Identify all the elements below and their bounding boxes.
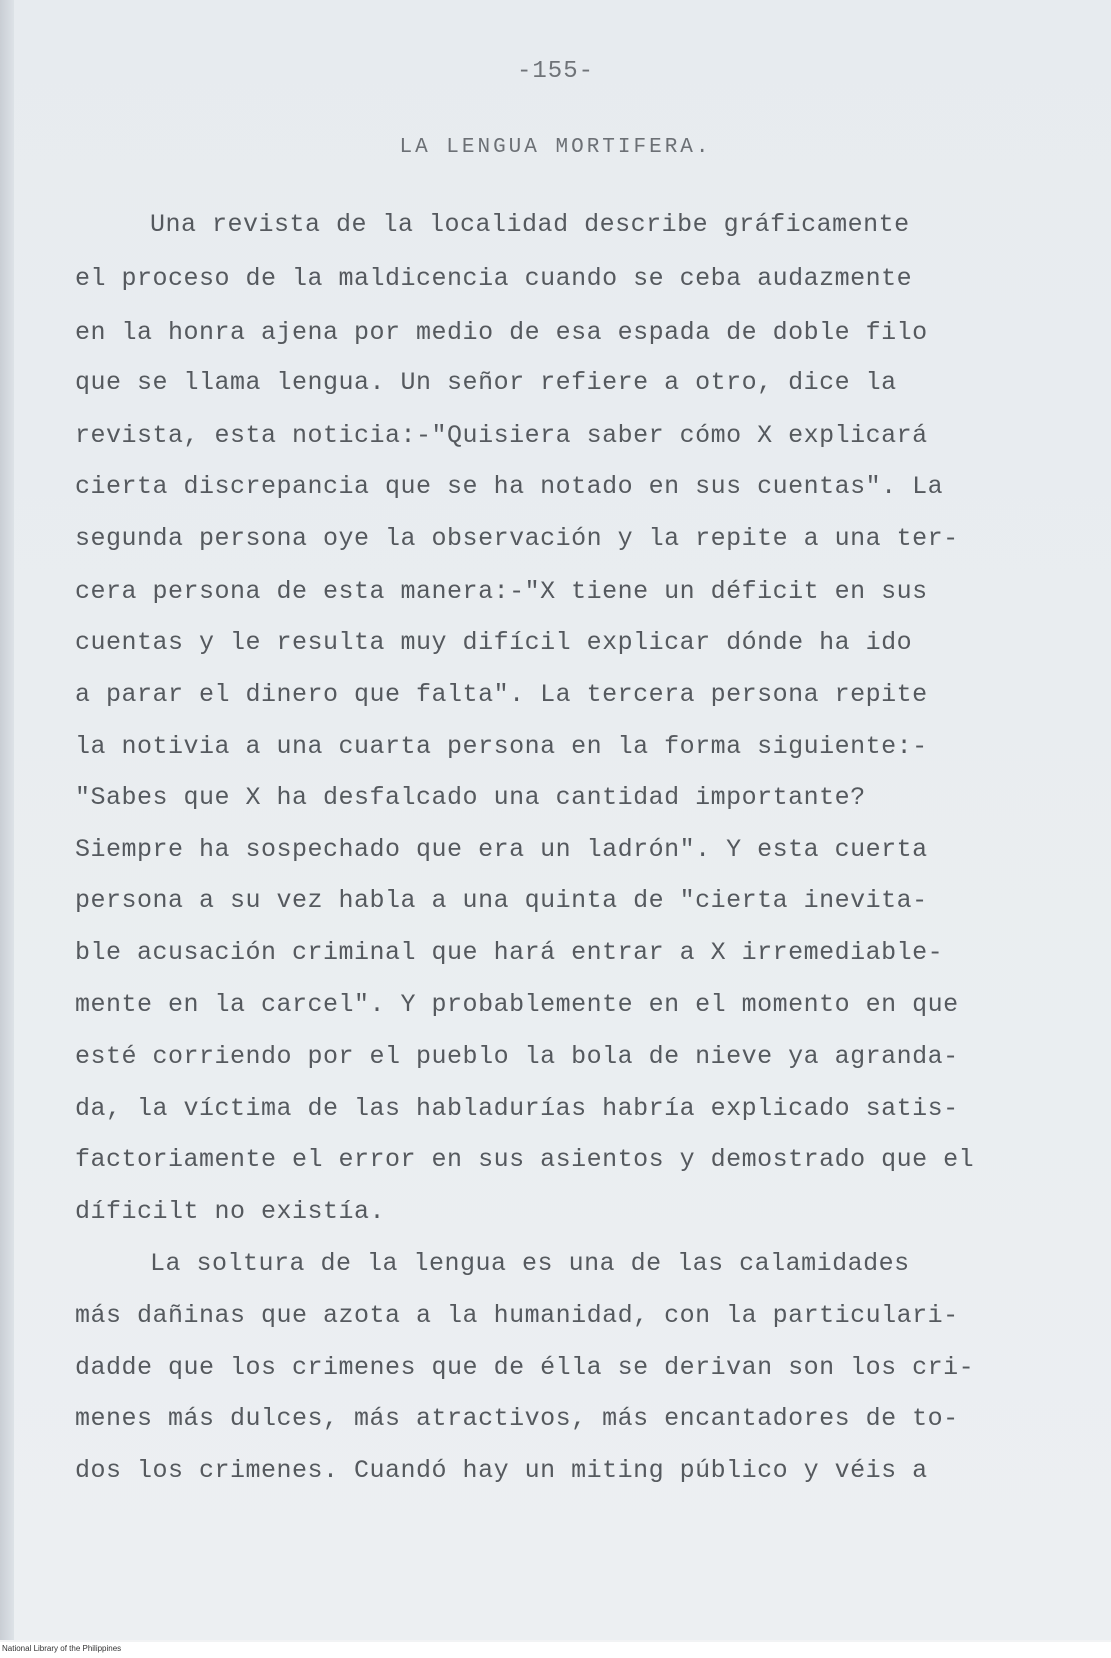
text-line: esté corriendo por el pueblo la bola de nieve ya agranda-	[75, 1042, 959, 1071]
text-line: a parar el dinero que falta". La tercera persona repite	[75, 680, 928, 709]
footer-credit: National Library of the Philippines	[2, 1644, 122, 1653]
text-line: La soltura de la lengua es una de las calamidades	[150, 1249, 910, 1278]
page-number: -155-	[516, 58, 594, 85]
text-line: que se llama lengua. Un señor refiere a otro, dice la	[75, 368, 897, 397]
text-line: la notivia a una cuarta persona en la forma siguiente:-	[75, 732, 928, 761]
text-line: cierta discrepancia que se ha notado en sus cuentas". La	[75, 472, 944, 501]
text-line: en la honra ajena por medio de esa espada de doble filo	[75, 318, 928, 347]
text-line: menes más dulces, más atractivos, más encantadores de to-	[75, 1404, 959, 1433]
text-line: dos los crimenes. Cuandó hay un miting público y véis a	[75, 1456, 928, 1485]
text-line: Siempre ha sospechado que era un ladrón". Y esta cuerta	[75, 835, 928, 864]
text-line: mente en la carcel". Y probablemente en el momento en que	[75, 990, 959, 1019]
text-line: revista, esta noticia:-"Quisiera saber cómo X explicará	[75, 421, 928, 450]
text-line: dadde que los crimenes que de élla se derivan son los cri-	[75, 1353, 975, 1382]
text-line: cuentas y le resulta muy difícil explicar dónde ha ido	[75, 628, 913, 657]
text-line: más dañinas que azota a la humanidad, con la particulari-	[75, 1301, 959, 1330]
footer-bar	[0, 1642, 1111, 1658]
text-line: persona a su vez habla a una quinta de "cierta inevita-	[75, 886, 928, 915]
page-edge-shadow	[0, 0, 14, 1640]
text-line: factoriamente el error en sus asientos y demostrado que el	[75, 1145, 975, 1174]
document-title: LA LENGUA MORTIFERA.	[399, 136, 712, 159]
text-line: Una revista de la localidad describe gráficamente	[150, 210, 910, 239]
text-line: cera persona de esta manera:-"X tiene un déficit en sus	[75, 577, 928, 606]
text-line: da, la víctima de las habladurías habría explicado satis-	[75, 1094, 959, 1123]
text-line: ble acusación criminal que hará entrar a X irremediable-	[75, 938, 944, 967]
text-line: el proceso de la maldicencia cuando se ceba audazmente	[75, 264, 913, 293]
text-line: "Sabes que X ha desfalcado una cantidad importante?	[75, 783, 866, 812]
text-line: segunda persona oye la observación y la repite a una ter-	[75, 524, 959, 553]
text-line: díficilt no existía.	[75, 1197, 386, 1226]
